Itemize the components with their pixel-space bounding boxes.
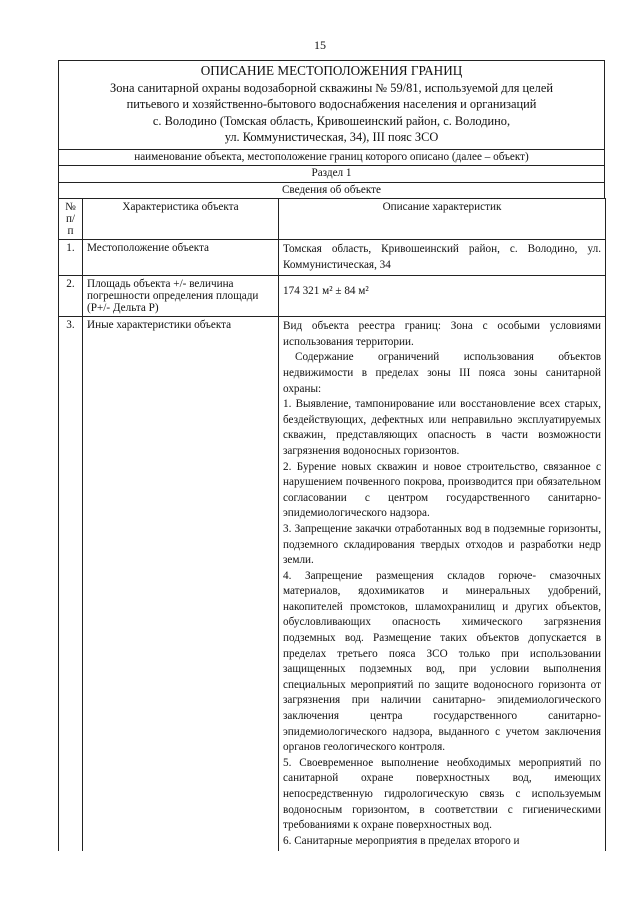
section-title: Сведения об объекте [59,182,604,199]
header-block [59,61,604,149]
row-characteristic: Иные характеристики объекта [83,317,279,852]
row-characteristic: Местоположение объекта [83,240,279,276]
area-value: 174 321 м² ± 84 м² [283,285,369,298]
description-paragraph: 5. Своевременное выполнение необходимых мероприятий по санитарной охране поверхностных вод, имеющих непосредственную гидрологическую связь с используемым водоносным горизонтом, в соответствии с гигиеническими требованиями к охране поверхностных вод. [283,756,601,832]
description-text: Томская область, Кривошеинский район, с. Володино, ул. Коммунистическая, 34 [283,243,601,271]
row-num: 1. [59,240,83,276]
table-row [59,240,606,276]
row-characteristic: Площадь объекта +/- величина погрешности определения площади (Р+/- Дельта Р) [83,276,279,317]
description-paragraph: 1. Выявление, тампонирование или восстановление всех старых, бездействующих, дефектных или неправильно эксплуатируемых скважин, представляющих опасность в части возможности загрязнения водоносных горизонтов. [283,398,601,457]
table-row [59,317,606,852]
header-line: питьевого и хозяйственно-бытового водоснабжения населения и организаций [126,97,537,111]
object-note: наименование объекта, местоположение границ которого описано (далее – объект) [59,149,604,166]
header-line: ул. Коммунистическая, 34), III пояс ЗСО [224,130,439,144]
row-num: 2. [59,276,83,317]
document [58,60,605,851]
row-num: 3. [59,317,83,852]
row-description [279,240,606,276]
description-paragraph: 4. Запрещение размещения складов горюче- смазочных материалов, ядохимикатов и минеральных удобрений, накопителей промстоков, шламохранилищ и других объектов, обусловливающих опасность химического загрязнения подземных вод. Размещение таких объектов допускается в пределах третьего пояса ЗСО только при использовании защищенных подземных вод, при условии выполнения специальных мероприятий по защите водоносного горизонта от загрязнения при наличии санитарно- эпидемиологического заключения центра государственного санитарно-эпидемиологического надзора, выданного с учетом заключения органов геологического контроля. [283,569,601,754]
header-line: Зона санитарной охраны водозаборной скважины № 59/81, используемой для целей [109,80,553,95]
table-header-row [59,199,606,240]
header-line: с. Володино (Томская область, Кривошеинский район, с. Володино, [152,113,511,128]
description-paragraph: 6. Санитарные мероприятия в пределах второго и [283,834,520,847]
description-paragraph: 3. Запрещение закачки отработанных вод в подземные горизонты, подземного складирования твердых отходов и разработки недр земли. [283,522,601,567]
row-description [279,276,606,317]
section-label: Раздел 1 [59,165,604,182]
description-paragraph: Вид объекта реестра границ: Зона с особыми условиями использования территории. [283,320,601,348]
header-description: Описание характеристик [279,199,606,240]
row-description [279,317,606,852]
description-paragraph: 2. Бурение новых скважин и новое строительство, связанное с нарушением почвенного покрова, производится при обязательном согласовании с центром государственного санитарно-эпидемиологического надзора. [283,460,601,520]
page-number: 15 [314,38,326,52]
description-paragraph: Содержание ограничений использования объектов недвижимости в пределах зоны III пояса зоны санитарной охраны: [283,351,601,395]
document-header [58,60,605,198]
header-characteristic: Характеристика объекта [83,199,279,240]
header-num: № п/п [59,199,83,240]
document-title: ОПИСАНИЕ МЕСТОПОЛОЖЕНИЯ ГРАНИЦ [200,63,463,78]
table-row [59,276,606,317]
object-info-table [58,198,606,851]
